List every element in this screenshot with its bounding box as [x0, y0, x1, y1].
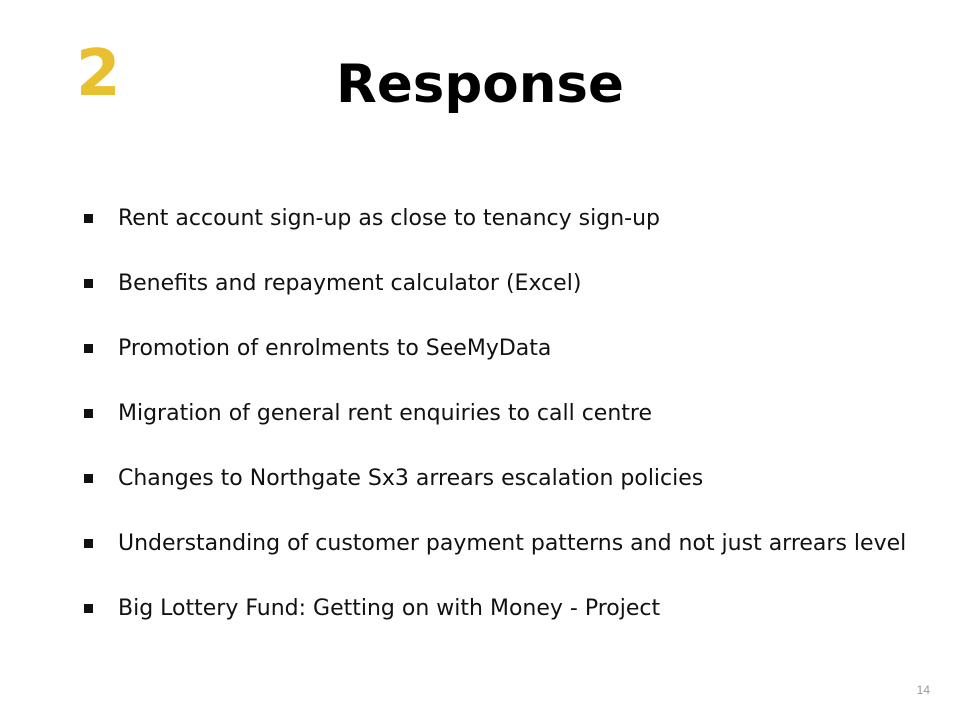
- page-number: 14: [916, 683, 930, 697]
- list-item: [84, 397, 924, 430]
- list-item: [84, 527, 924, 560]
- list-item: [84, 592, 924, 625]
- bullet-text: Changes to Northgate Sx3 arrears escalation policies: [118, 466, 704, 491]
- list-item: [84, 267, 924, 300]
- bullet-text: Promotion of enrolments to SeeMyData: [118, 336, 552, 361]
- bullet-text: Migration of general rent enquiries to call centre: [118, 401, 653, 426]
- list-item: [84, 332, 924, 365]
- square-bullet-icon: [84, 397, 118, 418]
- square-bullet-icon: [84, 202, 118, 223]
- list-item: [84, 202, 924, 235]
- square-bullet-icon: [84, 462, 118, 483]
- bullet-text: Big Lottery Fund: Getting on with Money - Project: [118, 596, 661, 621]
- section-number: 2: [76, 37, 121, 111]
- bullet-list: [84, 202, 924, 657]
- square-bullet-icon: [84, 592, 118, 613]
- square-bullet-icon: [84, 332, 118, 353]
- square-bullet-icon: [84, 527, 118, 548]
- square-bullet-icon: [84, 267, 118, 288]
- bullet-text: Understanding of customer payment patterns and not just arrears level: [118, 531, 907, 556]
- bullet-text: Benefits and repayment calculator (Excel): [118, 271, 582, 296]
- slide-title: Response: [336, 54, 624, 115]
- bullet-text: Rent account sign-up as close to tenancy sign-up: [118, 206, 660, 231]
- list-item: [84, 462, 924, 495]
